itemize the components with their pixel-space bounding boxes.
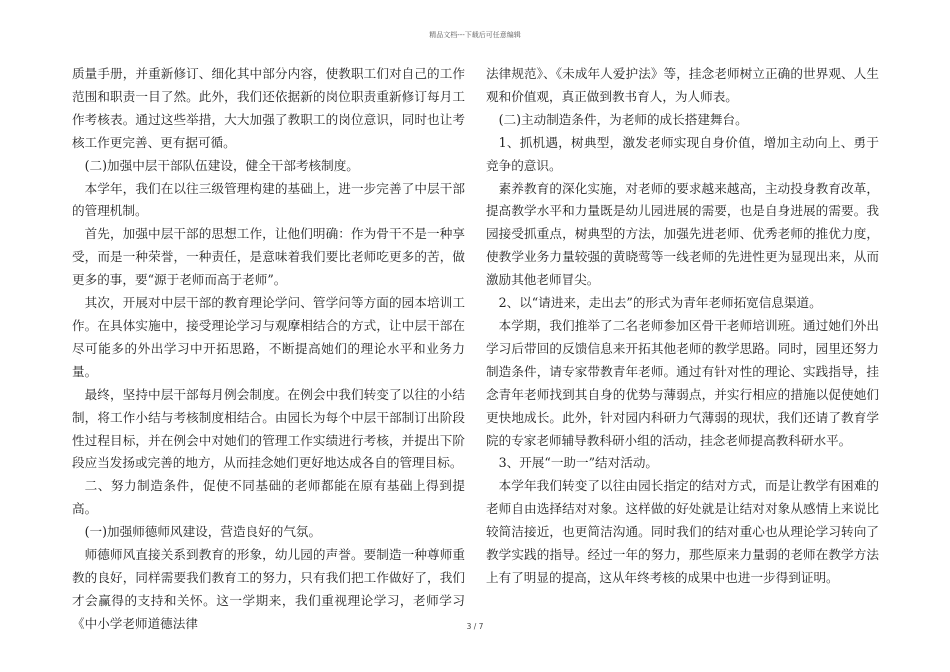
paragraph: 质量手册，并重新修订、细化其中部分内容，使教职工们对自己的工作范围和职责一目了然。此外，我们还依据新的岗位职责重新修订每月工作考核表。通过这些举措，大大加强了教职工的岗位意识，同时也让考核工作更完善、更有据可循。 (72, 66, 465, 150)
paragraph: 3、开展“一助一”结对活动。 (498, 455, 659, 471)
paragraph: 师德师风直接关系到教育的形象，幼儿园的声誉。要制造一种尊师重教的良好，同样需要我们教育工的努力，只有我们把工作做好了，我们才会赢得的支持和关怀。这一学期来，我们重视理论学习，老师学习《中小学老师道德法律 (72, 547, 465, 631)
paragraph: 其次，开展对中层干部的教育理论学问、管学问等方面的园本培训工作。在具体实施中，接受理论学习与观摩相结合的方式，让中层干部在尽可能多的外出学习中开拓思路，不断提高她们的理论水平和业务力量。 (72, 295, 465, 379)
paragraph: 本学期，我们推举了二名老师参加区骨干老师培训班。通过她们外出学习后带回的反馈信息来开拓其他老师的教学思路。同时，园里还努力制造条件，请专家带教青年老师。通过有针对性的理论、实践指导，挂念青年老师找到其自身的优势与薄弱点，并实行相应的措施以促使她们更快地成长。此外，针对园内科研力气薄弱的现状，我们还请了教育学院的专家老师辅导教科研小组的活动，挂念老师提高教科研水平。 (486, 317, 879, 448)
paragraph: 最终，坚持中层干部每月例会制度。在例会中我们转变了以往的小结制，将工作小结与考核制度相结合。由园长为每个中层干部制订出阶段性过程目标，并在例会中对她们的管理工作实绩进行考核，并提出下阶段应当发扬或完善的地方，从而挂念她们更好地达成各自的管理目标。 (72, 386, 465, 471)
paragraph: 本学年我们转变了以往由园长指定的结对方式，而是让教学有困难的老师自由选择结对对象。这样做的好处就是让结对对象从感情上来说比较简洁接近，也更简洁沟通。同时我们的结对重心也从理论学习转向了教学实践的指导。经过一年的努力，那些原来力量弱的老师在教学方法上有了明显的提高，这从年终考核的成果中也进一步得到证明。 (486, 478, 879, 585)
paragraph: 法律规范》、《未成年人爱护法》等，挂念老师树立正确的世界观、人生观和价值观，真正做到教书育人，为人师表。 (486, 66, 879, 104)
paragraph: 1、抓机遇，树典型，激发老师实现自身价值，增加主动向上、勇于竞争的意识。 (486, 134, 879, 173)
paragraph: 本学年，我们在以往三级管理构建的基础上，进一步完善了中层干部的管理机制。 (72, 180, 465, 219)
page-number: 3 / 7 (466, 622, 484, 631)
right-column (486, 63, 879, 590)
paragraph: 2、以“请进来，走出去”的形式为青年老师拓宽信息渠道。 (498, 295, 822, 311)
paragraph: (二)主动制造条件，为老师的成长搭建舞台。 (498, 111, 748, 127)
page-header: 精品文档---下载后可任意编辑 (429, 31, 521, 39)
left-column (72, 63, 465, 636)
paragraph: 素养教育的深化实施，对老师的要求越来越高，主动投身教育改革，提高教学水平和力量既是幼儿园进展的需要，也是自身进展的需要。我园接受抓重点，树典型的方法，加强先进老师、优秀老师的推优力度，使教学业务力量较强的黄晓莺等一线老师的先进性更为显现出来，从而激励其他老师冒尖。 (486, 180, 879, 288)
paragraph: 首先，加强中层干部的思想工作，让他们明确：作为骨干不是一种享受，而是一种荣誉，一种责任，是意味着我们要比老师吃更多的苦，做更多的事，要“源于老师而高于老师”。 (72, 226, 465, 288)
paragraph: (二)加强中层干部队伍建设，健全干部考核制度。 (84, 157, 359, 173)
paragraph: 二、努力制造条件，促使不同基础的老师都能在原有基础上得到提高。 (72, 478, 465, 517)
paragraph: (一)加强师德师风建设，营造良好的气氛。 (84, 524, 322, 540)
